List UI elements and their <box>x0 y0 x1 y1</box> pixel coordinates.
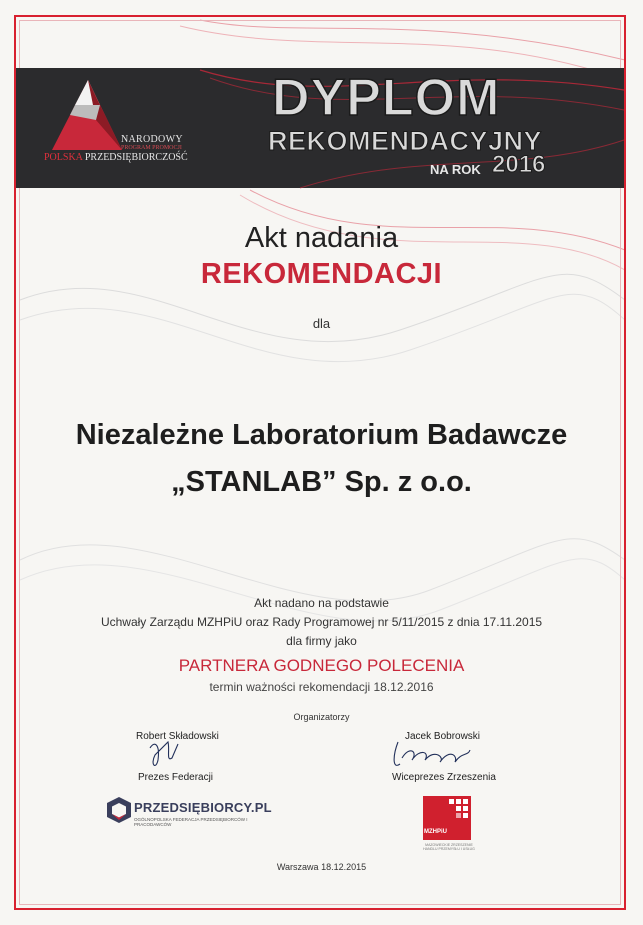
validity-text: termin ważności rekomendacji 18.12.2016 <box>209 680 434 694</box>
basis-line2: Uchwały Zarządu MZHPiU oraz Rady Programowej nr 5/11/2015 z dnia 17.11.2015 <box>100 615 543 629</box>
diploma-title: DYPLOM <box>272 69 501 127</box>
right-signer-name: Jacek Bobrowski <box>405 731 481 742</box>
basis-line3: dla firmy jako <box>286 634 357 648</box>
logo-przedsiebiorczosc: PRZEDSIĘBIORCZOŚĆ <box>84 152 188 163</box>
place-date: Warszawa 18.12.2015 <box>276 862 367 872</box>
diploma-year: 2016 <box>492 151 546 178</box>
organizers-label: Organizatorzy <box>293 712 350 722</box>
rekomendacji-heading: REKOMENDACJI <box>200 258 443 290</box>
akt-heading: Akt nadania <box>244 222 399 254</box>
logo-polska-red: POLSKA <box>44 152 83 163</box>
logo-narodowy: NARODOWY <box>121 134 183 145</box>
przedsiebiorcy-logo-icon <box>106 796 132 824</box>
company-name-line2: „STANLAB” Sp. z o.o. <box>171 466 472 498</box>
partner-title: PARTNERA GODNEGO POLECENIA <box>178 656 465 675</box>
left-signer-name: Robert Składowski <box>136 731 219 742</box>
dla-text: dla <box>312 316 331 331</box>
diploma-subtitle: REKOMENDACYJNY <box>268 126 543 156</box>
company-name-line1: Niezależne Laboratorium Badawcze <box>75 419 568 451</box>
mzhpiu-sub: MAZOWIECKIE ZRZESZENIE HANDLU PRZEMYSŁU I USŁUG <box>423 843 475 851</box>
przedsiebiorcy-logo-text: PRZEDSIĘBIORCY.PL <box>134 800 272 815</box>
mzhpiu-label: MZHPiU <box>424 829 447 835</box>
right-signer-role: Wiceprezes Zrzeszenia <box>392 772 496 783</box>
logo-program: PROGRAM PROMOCJI <box>121 145 182 151</box>
mzhpiu-grid-icon <box>423 796 471 826</box>
na-rok-label: NA ROK <box>430 162 481 177</box>
left-signer-role: Prezes Federacji <box>138 772 214 783</box>
basis-line1: Akt nadano na podstawie <box>254 596 389 610</box>
przedsiebiorcy-logo-sub: OGÓLNOPOLSKA FEDERACJA PRZEDSIĘBIORCÓW I PRACODAWCÓW <box>134 817 248 827</box>
